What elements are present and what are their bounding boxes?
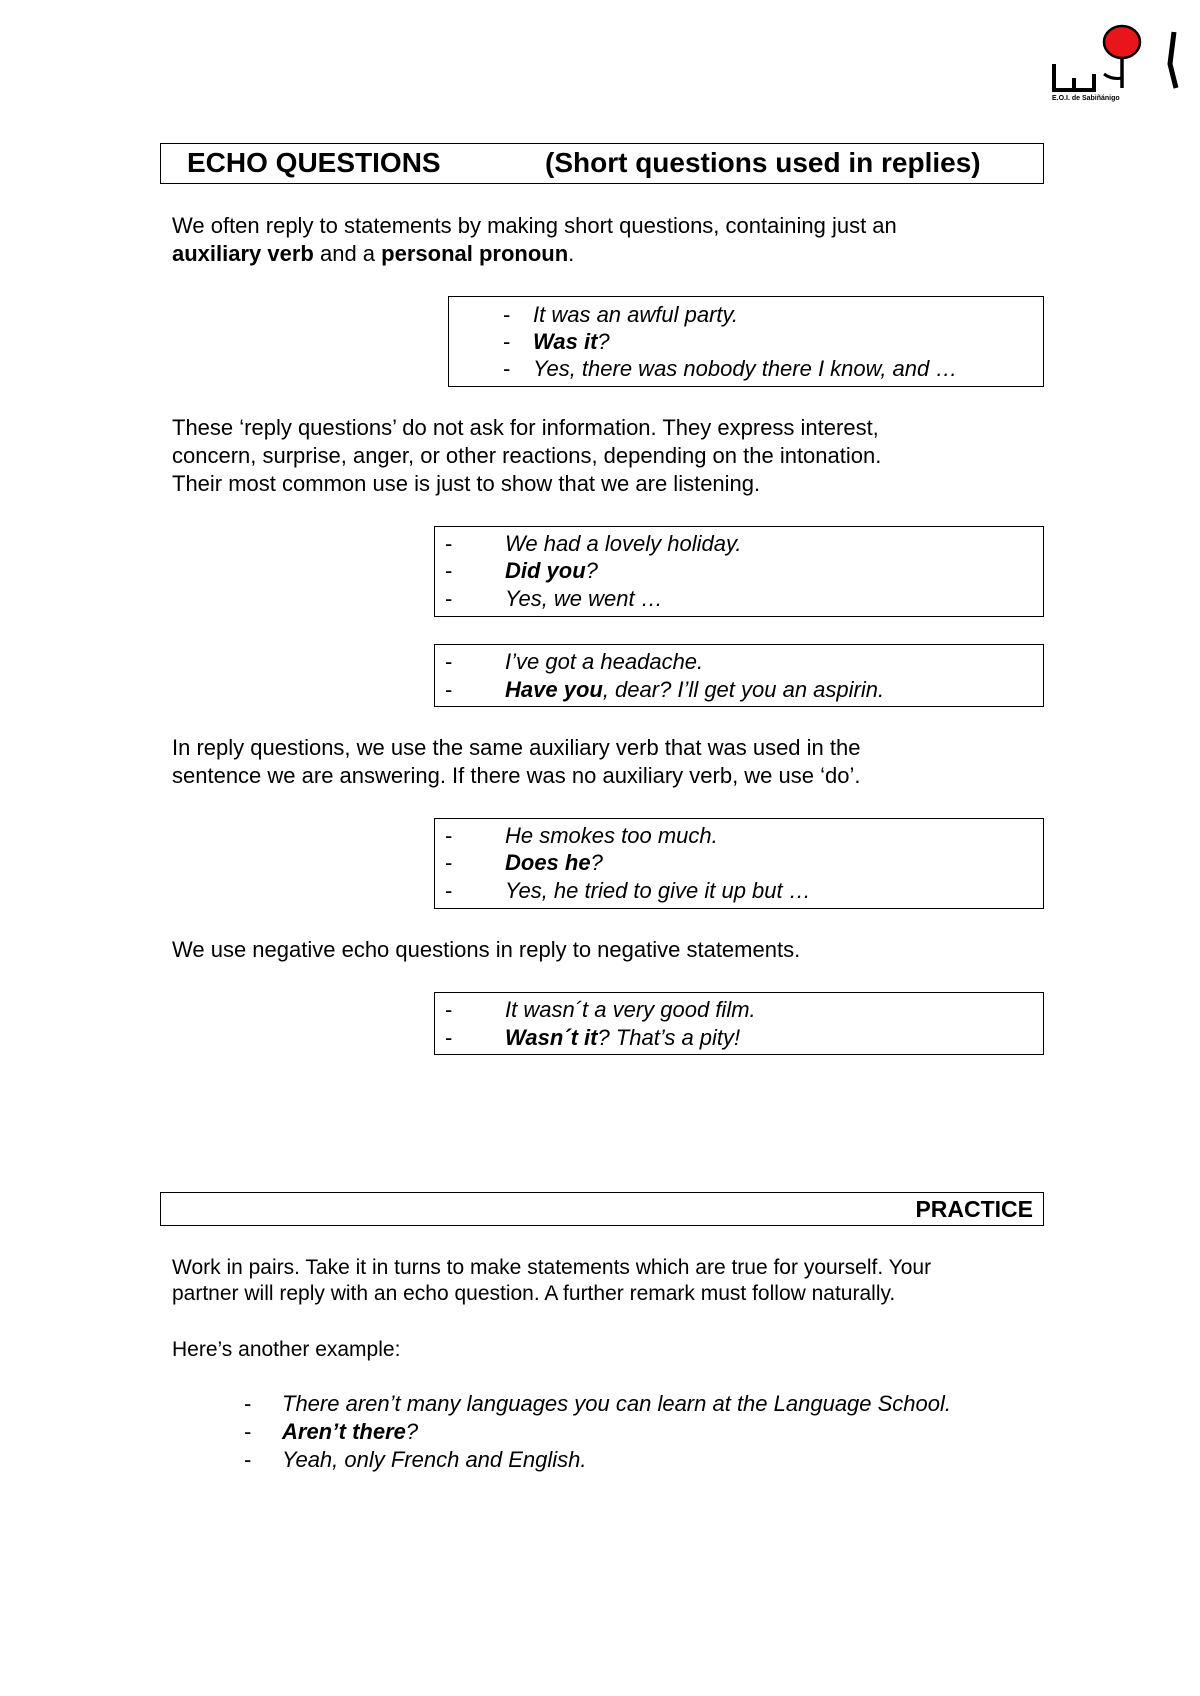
practice-example-line-2 <box>282 1418 418 1446</box>
title-box <box>160 143 1044 184</box>
dash: - <box>445 531 453 556</box>
para3-line-2: sentence we are answering. If there was no auxiliary verb, we use ‘do’. <box>172 763 861 788</box>
punct: ? <box>590 850 603 875</box>
dash: - <box>445 878 453 903</box>
dash: - <box>445 558 453 583</box>
para3-line-1: In reply questions, we use the same auxiliary verb that was used in the <box>172 735 861 760</box>
example-3-line-1: I’ve got a headache. <box>505 649 704 674</box>
page-subtitle: (Short questions used in replies) <box>545 147 981 178</box>
intro-line-2 <box>172 240 897 268</box>
example-1-line-2 <box>533 328 610 356</box>
dash: - <box>503 356 511 381</box>
example-4-line-1: He smokes too much. <box>505 823 718 848</box>
dash: - <box>445 649 453 674</box>
example-1-line-1: It was an awful party. <box>533 302 739 327</box>
example-2-line-2 <box>505 557 598 585</box>
echo-question: Was it <box>533 329 598 354</box>
page-title: ECHO QUESTIONS <box>187 147 441 178</box>
echo-question: Does he <box>505 850 591 875</box>
dash: - <box>445 586 453 611</box>
dash: - <box>244 1447 252 1472</box>
example-5-line-2 <box>505 1024 740 1052</box>
echo-question: Did you <box>505 558 586 583</box>
echo-question: Wasn´t it <box>505 1025 598 1050</box>
para2-line-2: concern, surprise, anger, or other reactions, depending on the intonation. <box>172 443 882 468</box>
dash: - <box>244 1419 252 1444</box>
example-2-line-1: We had a lovely holiday. <box>505 531 742 556</box>
term-auxiliary-verb: auxiliary verb <box>172 241 314 266</box>
practice-example-line-3: Yeah, only French and English. <box>282 1447 587 1472</box>
example-box-3 <box>434 644 1044 707</box>
intro-line-1: We often reply to statements by making short questions, containing just an <box>172 213 897 238</box>
dash: - <box>503 302 511 327</box>
dash: - <box>503 329 511 354</box>
example-2-line-3: Yes, we went … <box>505 586 663 611</box>
echo-question: Have you <box>505 677 603 702</box>
dash: - <box>445 997 453 1022</box>
paragraph-negative: We use negative echo questions in reply to negative statements. <box>172 937 801 962</box>
practice-example-intro: Here’s another example: <box>172 1338 401 1361</box>
logo-caption: E.O.I. de Sabiñánigo <box>1052 95 1120 102</box>
example-3-line-2 <box>505 676 884 704</box>
dash: - <box>244 1391 252 1416</box>
paragraph-same-auxiliary <box>172 734 860 790</box>
para2-line-1: These ‘reply questions’ do not ask for information. They express interest, <box>172 415 879 440</box>
dash: - <box>445 1025 453 1050</box>
dash: - <box>445 850 453 875</box>
dash: - <box>445 823 453 848</box>
para2-line-3: Their most common use is just to show that we are listening. <box>172 471 761 496</box>
echo-question: Aren’t there <box>282 1419 406 1444</box>
term-personal-pronoun: personal pronoun <box>381 241 569 266</box>
practice-instructions <box>172 1255 931 1307</box>
practice-example-line-1: There aren’t many languages you can learn at the Language School. <box>282 1391 952 1416</box>
practice-heading-box <box>160 1192 1044 1226</box>
punct: ? <box>585 558 598 583</box>
practice-heading: PRACTICE <box>915 1196 1033 1222</box>
example-box-5 <box>434 992 1044 1055</box>
remark: ? That’s a pity! <box>597 1025 741 1050</box>
intro-period: . <box>568 241 575 266</box>
intro-connector: and a <box>313 241 382 266</box>
school-logo <box>1050 22 1182 108</box>
example-5-line-1: It wasn´t a very good film. <box>505 997 756 1022</box>
example-4-line-3: Yes, he tried to give it up but … <box>505 878 811 903</box>
remark: , dear? I’ll get you an aspirin. <box>602 677 885 702</box>
punct: ? <box>405 1419 419 1444</box>
eoi-logo-icon <box>1050 22 1182 94</box>
practice-line-1: Work in pairs. Take it in turns to make statements which are true for yourself. Your <box>172 1256 932 1279</box>
example-1-line-3: Yes, there was nobody there I know, and … <box>533 356 958 381</box>
intro-paragraph <box>172 212 897 268</box>
paragraph-reply-questions <box>172 414 881 498</box>
example-box-1 <box>448 296 1044 387</box>
example-box-4 <box>434 818 1044 909</box>
practice-line-2: partner will reply with an echo question. A further remark must follow naturally. <box>172 1282 896 1305</box>
dash: - <box>445 677 453 702</box>
example-box-2 <box>434 526 1044 617</box>
example-4-line-2 <box>505 849 603 877</box>
punct: ? <box>597 329 610 354</box>
